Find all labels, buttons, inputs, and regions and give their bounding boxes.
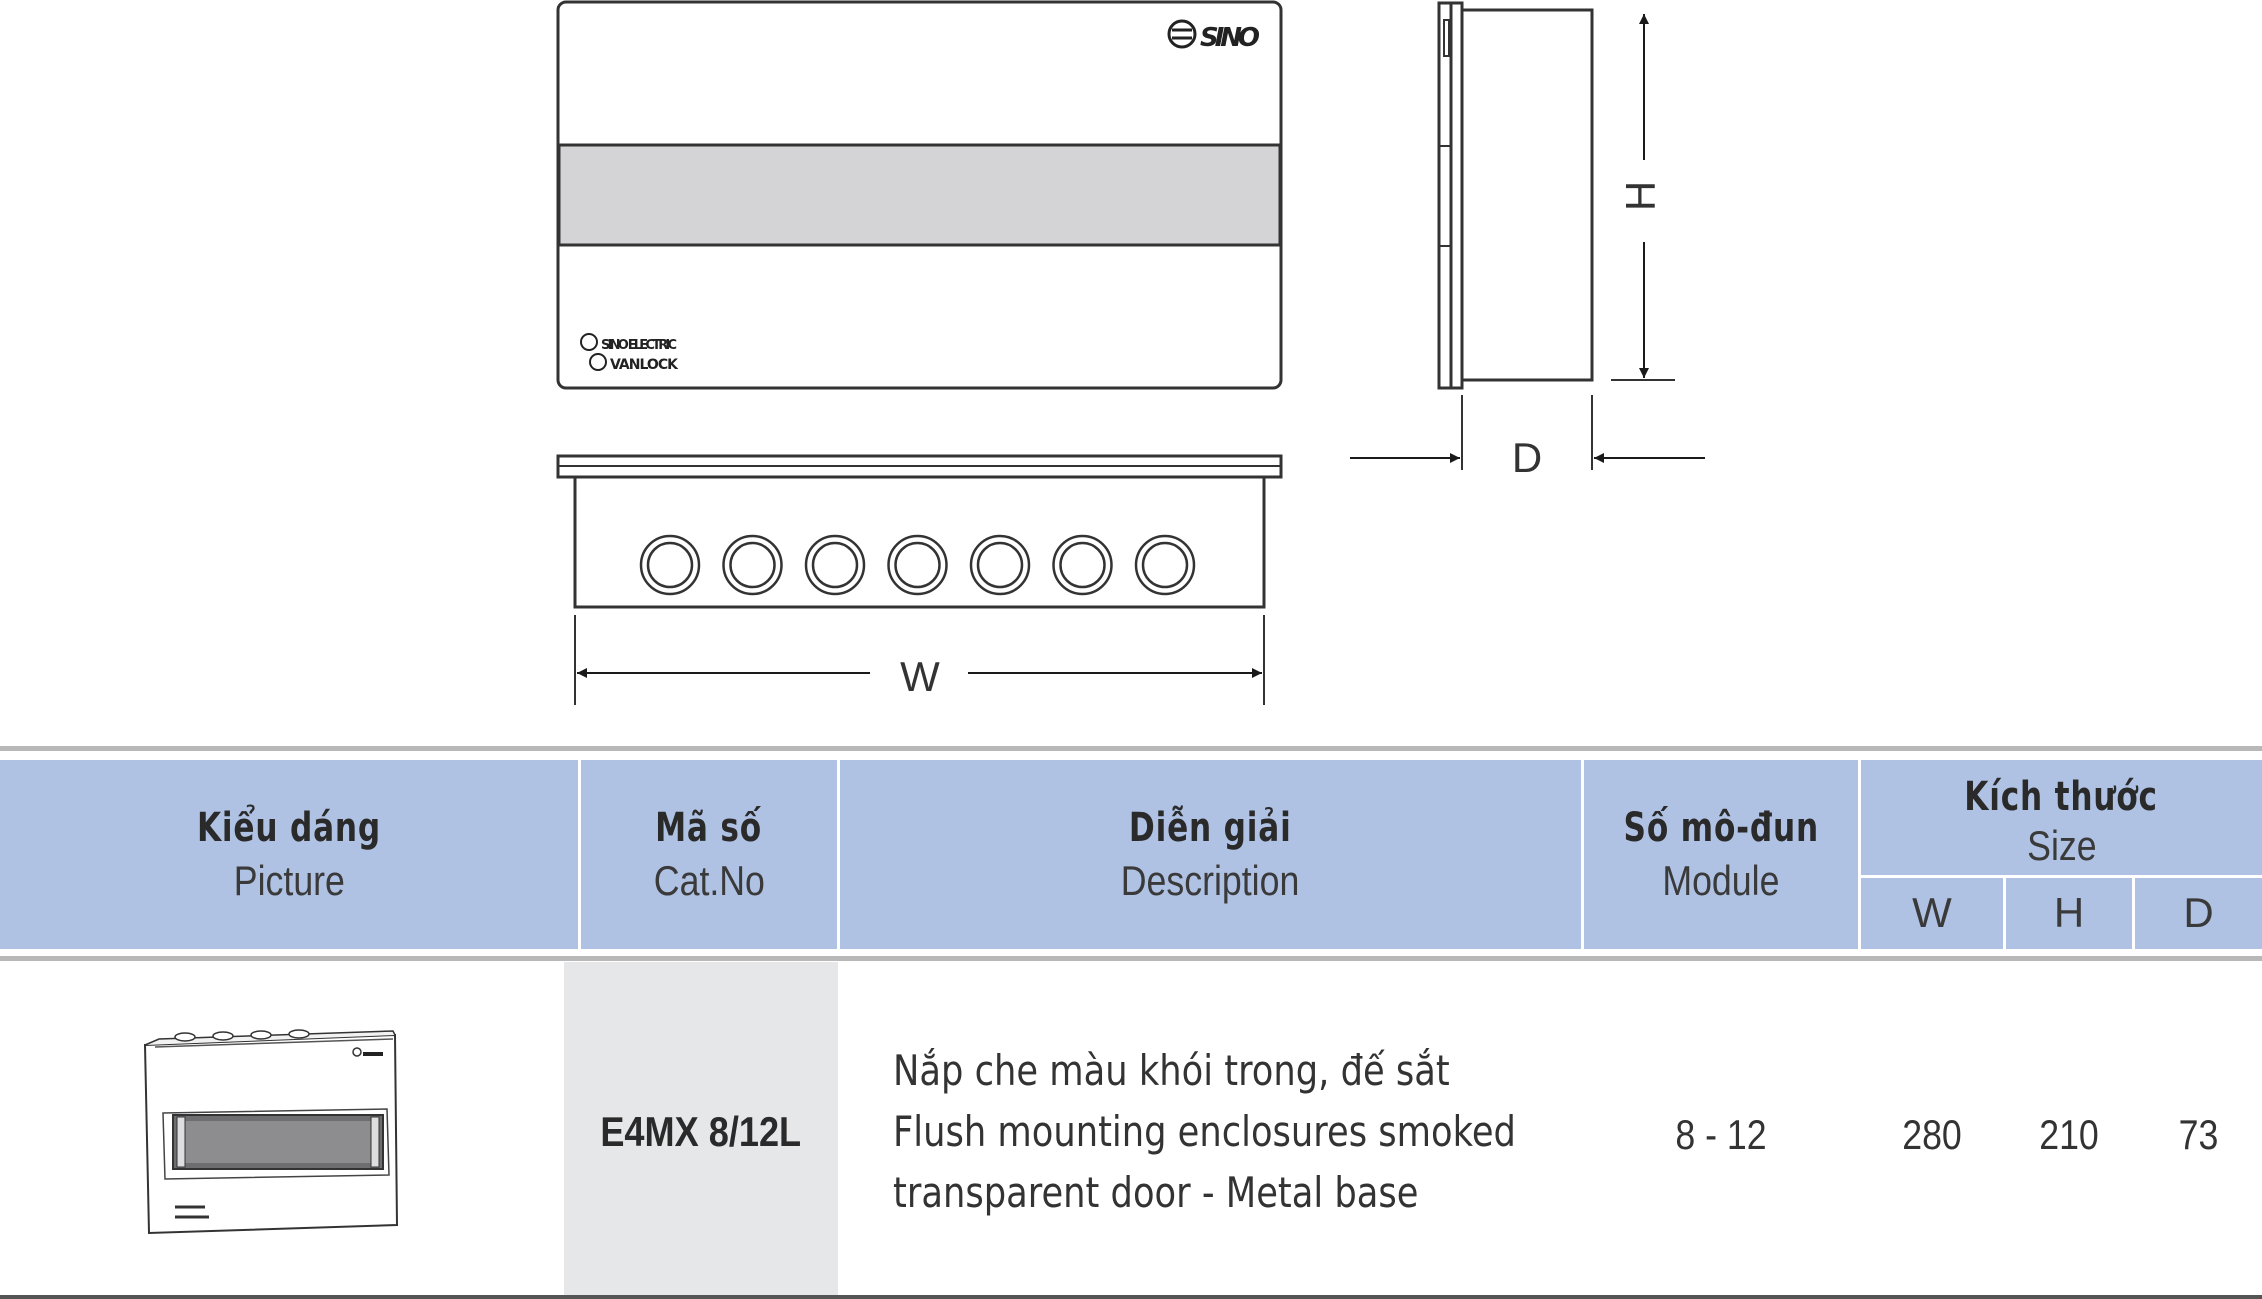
row-size-d: 73 [2178, 1111, 2219, 1158]
header-picture-en: Picture [233, 856, 345, 904]
height-dimension [1611, 14, 1675, 380]
header-picture [0, 760, 578, 949]
header-size-w: W [1912, 889, 1952, 936]
header-size [1861, 760, 2262, 875]
side-box [1462, 10, 1592, 380]
header-module [1584, 760, 1858, 949]
header-size-d: D [2183, 889, 2214, 936]
row-size-h: 210 [2039, 1111, 2099, 1158]
header-description [840, 760, 1581, 949]
logo-line-1: SINO ELECTRIC [601, 338, 677, 353]
header-catno [581, 760, 837, 949]
header-catno-vi: Mã số [655, 804, 763, 851]
header-picture-vi: Kiểu dáng [196, 804, 382, 851]
width-dimension [575, 615, 1264, 705]
side-view [1439, 3, 1592, 388]
row-size-w: 280 [1902, 1111, 1962, 1158]
depth-dimension [1350, 395, 1705, 481]
bottom-view [558, 456, 1281, 607]
description-line-2: Flush mounting enclosures smoked [893, 1107, 1516, 1156]
dimension-d-label: D [1511, 434, 1543, 481]
header-module-vi: Số mô-đun [1623, 804, 1819, 851]
product-picture [135, 1025, 405, 1240]
description-line-3: transparent door - Metal base [893, 1168, 1419, 1217]
brand-logo-text: SINO [1200, 23, 1260, 53]
viewing-window [559, 145, 1280, 245]
description-line-1: Nắp che màu khói trong, đế sắt [893, 1046, 1450, 1095]
header-module-en: Module [1662, 856, 1780, 904]
header-size-en: Size [2026, 821, 2097, 869]
header-size-vi: Kích thước [1964, 773, 2159, 820]
table-header-bottom-rule [0, 956, 2262, 961]
row-catno [564, 1080, 838, 1184]
dimension-w-label: W [900, 653, 940, 700]
table-bottom-rule [0, 1295, 2262, 1299]
row-description [893, 1040, 1516, 1223]
header-description-en: Description [1121, 856, 1300, 904]
row-module: 8 - 12 [1675, 1111, 1767, 1158]
logo-line-2: VANLOCK [610, 357, 678, 373]
front-view [558, 2, 1281, 388]
table-top-rule [0, 746, 2262, 751]
header-description-vi: Diễn giải [1129, 804, 1292, 851]
dimension-h-label: H [1617, 180, 1665, 212]
header-size-h: H [2053, 889, 2085, 936]
header-catno-en: Cat.No [653, 856, 765, 904]
catno-value: E4MX 8/12L [600, 1108, 802, 1155]
